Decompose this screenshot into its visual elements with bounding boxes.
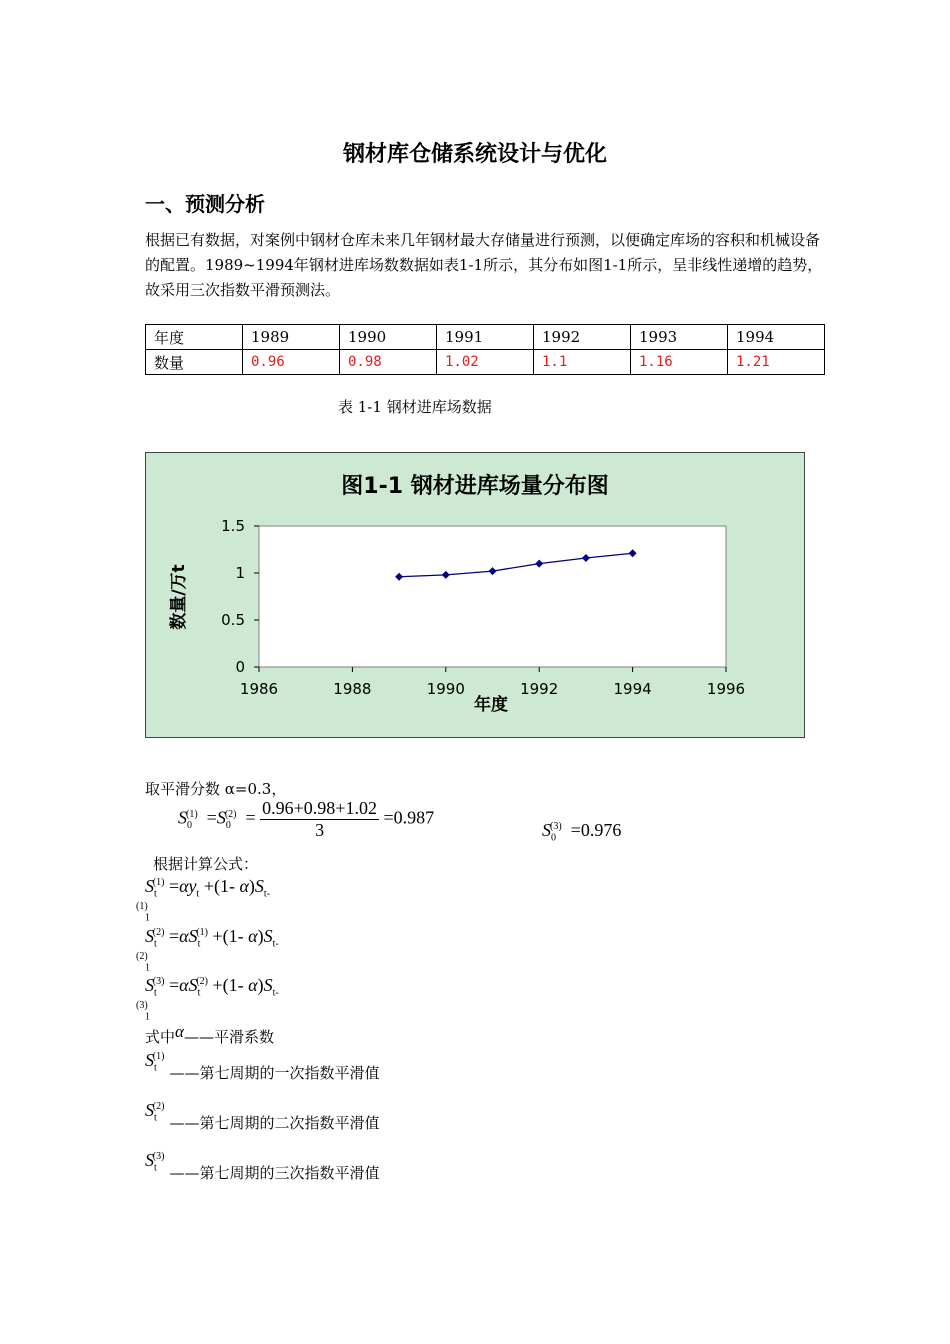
legend-alpha: 式中α——平滑系数 [145,1022,274,1046]
chart-svg [146,453,804,737]
formula-intro: 根据计算公式： [153,855,259,873]
x-tick-label: 1988 [333,680,372,698]
table-cell: 0.98 [340,350,437,375]
section-heading: 一、预测分析 [145,192,265,216]
legend-s2: $S_t^{(2)}$ ——第七周期的二次指数平滑值 [145,1100,380,1132]
plot-area [259,526,726,667]
formula-result: =0.987 [383,807,435,828]
table-cell: 1991 [437,325,534,350]
chart-container [145,452,805,738]
formula-denominator: 3 [315,820,325,840]
intro-paragraph: 根据已有数据，对案例中钢材仓库未来几年钢材最大存储量进行预测，以便确定库场的容积和机械设备的配置。1989~1994年钢材进库场数数据如表1-1所示，其分布如图1-1所示，呈非线性递增的趋势，故采用三次指数平滑预测法。 [145,231,823,299]
table-cell: 1.02 [437,350,534,375]
legend-alpha-prefix: 式中 [145,1028,176,1046]
x-axis-label: 年度 [474,695,508,715]
formula-s3: $S_t^{(3)} =\alpha S_t^{(2)} +(1-$ $\alpha)S_{t-1}^{(3)}$ [136,975,279,1023]
formula-numerator: 0.96+0.98+1.02 [262,798,377,818]
table-cell: 年度 [146,325,243,350]
legend-s1-text: ——第七周期的一次指数平滑值 [169,1064,380,1082]
table-cell: 1.1 [534,350,631,375]
data-table [145,324,825,375]
table-row [146,350,825,375]
s3-initial-formula: $S_0^{(3)} =0.976$ [542,820,622,844]
table-cell: 1989 [243,325,340,350]
table-cell: 1993 [631,325,728,350]
table-cell: 1.16 [631,350,728,375]
x-tick-label: 1994 [613,680,652,698]
table-cell: 1994 [728,325,825,350]
legend-s2-text: ——第七周期的二次指数平滑值 [169,1114,380,1132]
legend-s3: $S_t^{(3)}$ ——第七周期的三次指数平滑值 [145,1150,380,1182]
x-tick-label: 1992 [520,680,559,698]
y-tick-label: 1.5 [221,517,245,535]
y-tick-label: 1 [235,564,245,582]
page-title: 钢材库仓储系统设计与优化 [342,142,607,167]
table-cell: 1992 [534,325,631,350]
chart-title: 图1-1 钢材进库场量分布图 [341,474,609,499]
x-tick-label: 1990 [426,680,465,698]
y-axis-label: 数量/万t [169,564,189,630]
y-tick-label: 0 [235,658,245,676]
legend-s1: $S_t^{(1)}$ ——第七周期的一次指数平滑值 [145,1050,380,1082]
s0-formula: $S_0^{(1)} =S_0^{(2)}$ = $\frac{0.96+0.98+1.02}{3}$ =0.987 [178,798,435,840]
x-tick-label: 1996 [706,680,746,698]
table-row [146,325,825,350]
formula-s2: $S_t^{(2)} =\alpha S_t^{(1)} +(1-$ $\alpha)S_{t-1}^{(2)}$ [136,926,279,974]
legend-s3-text: ——第七周期的三次指数平滑值 [169,1164,380,1182]
table-cell: 1990 [340,325,437,350]
table-caption: 表 1-1 钢材进库场数据 [338,398,492,416]
y-tick-label: 0.5 [221,611,245,629]
table-cell: 0.96 [243,350,340,375]
s3-result: =0.976 [570,820,622,840]
table-cell: 数量 [146,350,243,375]
x-tick-label: 1986 [239,680,279,698]
table-cell: 1.21 [728,350,825,375]
formula-s1: $S_t^{(1)} =\alpha y_t +(1-$ $\alpha)S_{t-1}^{(1)}$ [136,876,271,924]
smoothing-text: 取平滑分数 α=0.3， [145,780,287,798]
legend-alpha-text: ——平滑系数 [183,1028,274,1046]
